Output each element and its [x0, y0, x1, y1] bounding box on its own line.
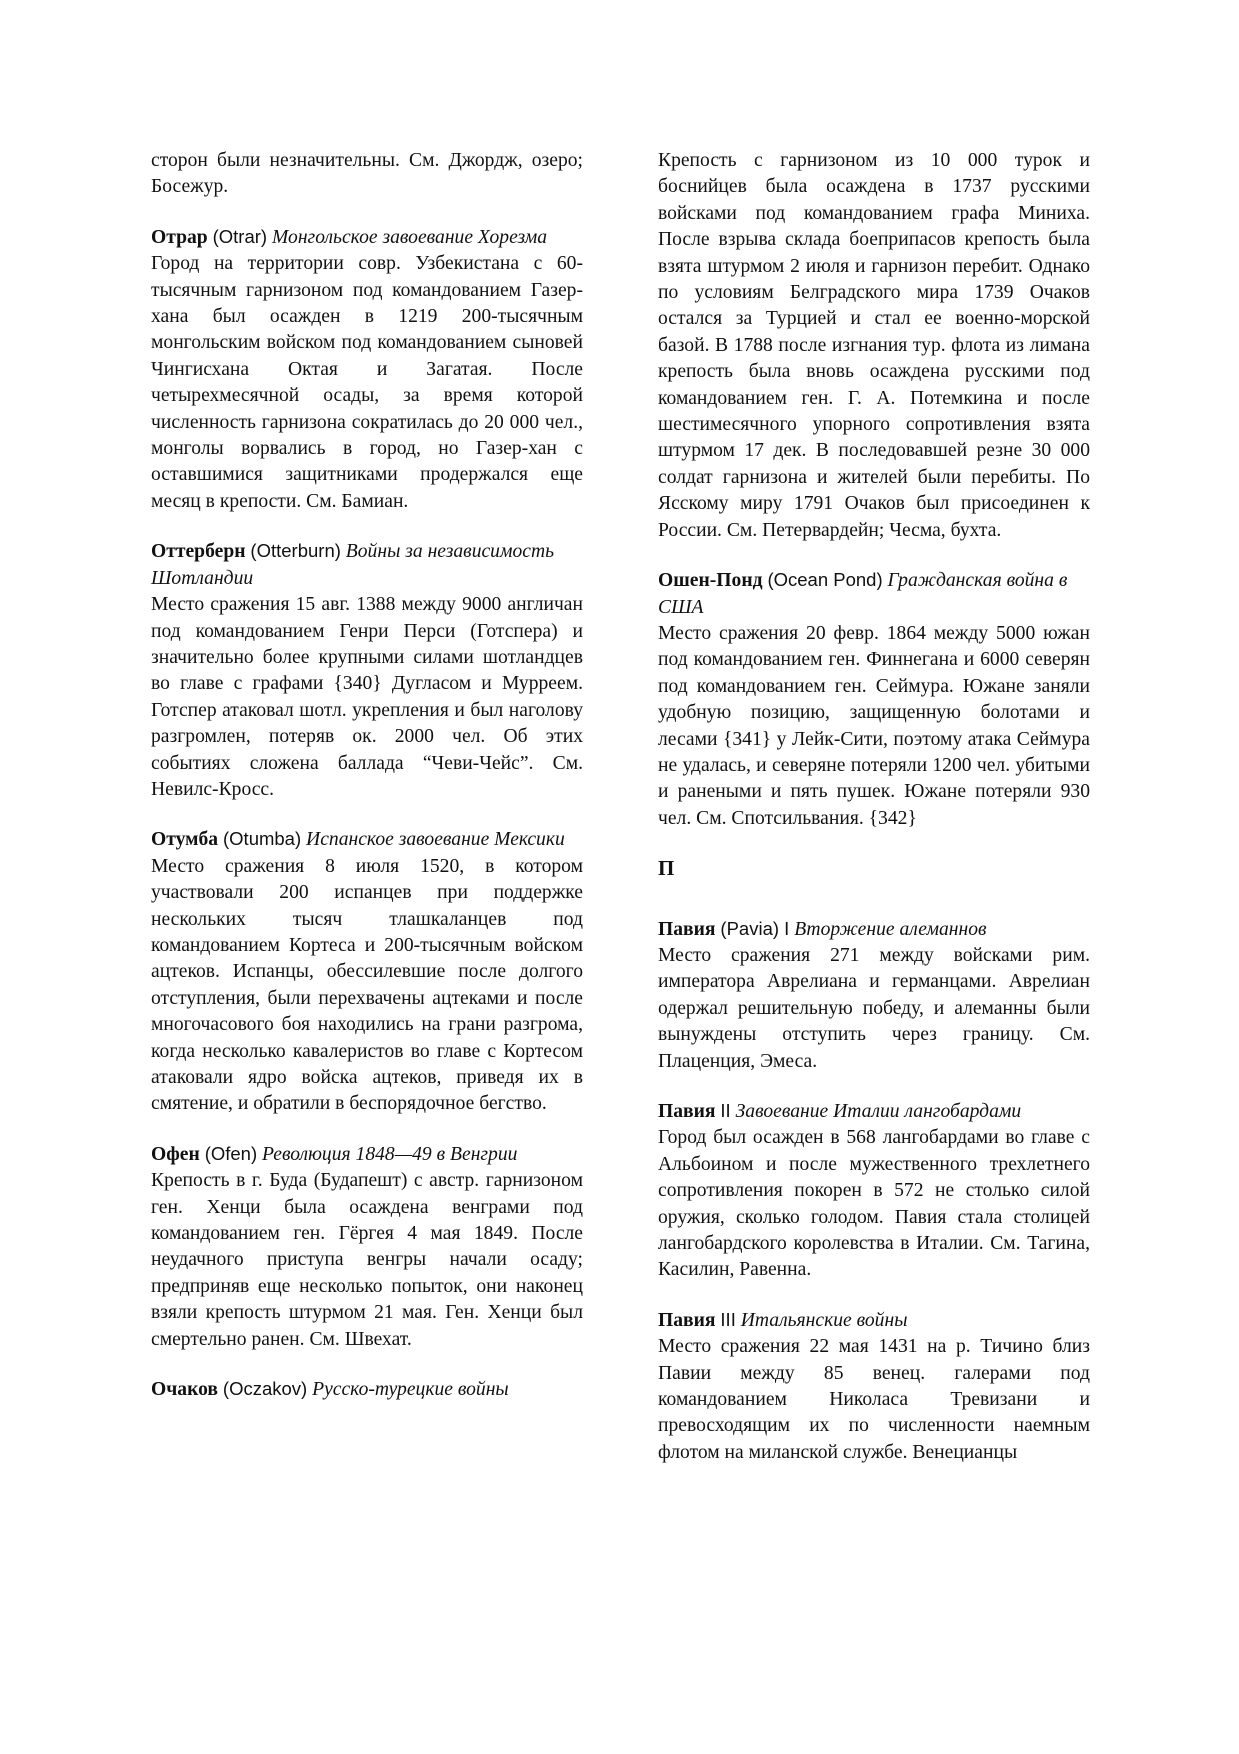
entry-topic: Революция 1848—49 в Венгрии — [262, 1143, 518, 1165]
entry-latin-name: III — [720, 1308, 736, 1330]
entry-pavia-2 — [658, 1098, 1090, 1284]
entry-ochakov — [151, 1376, 583, 1403]
entry-otrar — [151, 224, 583, 515]
entry-topic: Итальянские войны — [740, 1309, 908, 1331]
entry-latin-name: (Otterburn) — [250, 540, 341, 562]
entry-term: Ошен-Понд — [658, 570, 763, 592]
entry-topic: Испанское завоевание Мексики — [306, 829, 565, 851]
entry-pavia-3 — [658, 1307, 1090, 1466]
entry-body: Город на территории совр. Узбекистана с 60-тысячным гарнизоном под командованием Газер-хана был осажден в 1219 200-тысячным монгольским войском под командованием сыновей Чингисхана Октая и Загатая. После четырехмесячной осады, за время которой численность гарнизона сократилась до 20 000 чел., монголы ворвались в город, но Газер-хан с оставшимися защитниками продержался еще месяц в крепости. См. Бамиан. — [151, 253, 583, 512]
entry-body: Крепость в г. Буда (Будапешт) с австр. гарнизоном ген. Хенци была осаждена венграми под командованием ген. Гёргея 4 мая 1849. После неудачного приступа венгры начали осаду; предприняв еще несколько попыток, они наконец взяли крепость штурмом 21 мая. Ген. Хенци был смертельно ранен. См. Швехат. — [151, 1170, 583, 1350]
entry-heading — [658, 1307, 1090, 1334]
continuation-text: Крепость с гарнизоном из 10 000 турок и боснийцев была осаждена в 1737 русскими войсками под командованием графа Миниха. После взрыва склада боеприпасов крепость была взята штурмом 2 июля и гарнизон перебит. Однако по условиям Белградского мира 1739 Очаков остался за Турцией и стал ее военно-морской базой. В 1788 после изгнания тур. флота из лимана крепость была вновь осаждена русскими под командованием ген. Г. А. Потемкина и после шестимесячного упорного сопротивления взята штурмом 17 дек. В последовавшей резне 30 000 солдат гарнизона и жителей были перебиты. По Ясскому миру 1791 Очаков был присоединен к России. См. Петервардейн; Чесма, бухта. — [658, 150, 1090, 541]
entry-topic: Монгольское завоевание Хорезма — [271, 226, 547, 248]
left-column — [151, 148, 583, 1426]
entry-term: Оттерберн — [151, 541, 246, 563]
entry-heading — [151, 826, 583, 853]
entry-term: Отрар — [151, 226, 208, 248]
entry-body: Место сражения 8 июля 1520, в котором участвовали 200 испанцев при поддержке нескольких тысяч тлашкаланцев под командованием Кортеса и 200-тысячным войском ацтеков. Испанцы, обессилевшие после долгого отступления, были перехвачены ацтеками и после многочасового боя находились на грани разгрома, когда несколько кавалеристов во главе с Кортесом атаковали ядро войска ацтеков, приведя их в смятение, и обратили в беспорядочное бегство. — [151, 855, 583, 1115]
entry-body: Место сражения 22 мая 1431 на р. Тичино близ Павии между 85 венец. галерами под командованием Николаса Тревизани и превосходящим их по численности наемным флотом на миланской службе. Венецианцы — [658, 1336, 1090, 1463]
entry-body: Место сражения 15 авг. 1388 между 9000 англичан под командованием Генри Перси (Готспера) и значительно более крупными силами шотландцев во главе с графами {340} Дугласом и Мурреем. Готспер атаковал шотл. укрепления и был наголову разгромлен, потеряв ок. 2000 чел. Об этих событиях сложена баллада “Чеви-Чейс”. См. Невилс-Кросс. — [151, 594, 583, 800]
entry-heading — [151, 538, 583, 592]
entry-term: Очаков — [151, 1379, 219, 1401]
entry-term: Офен — [151, 1143, 200, 1165]
continuation-text: сторон были незначительны. См. Джордж, озеро; Босежур. — [151, 150, 583, 198]
entry-ocean-pond — [658, 567, 1090, 832]
entry-latin-name: (Oczakov) — [222, 1378, 308, 1400]
entry-body: Место сражения 20 февр. 1864 между 5000 южан под командованием ген. Финнегана и 6000 северян под командованием ген. Сеймура. Южане заняли удобную позицию, защищенную болотами и лесами {341} у Лейк-Сити, поэтому атака Сеймура не удалась, и северяне потеряли 1200 чел. убитыми и ранеными и пять пушек. Южане потеряли 930 чел. См. Спотсильвания. {342} — [658, 622, 1090, 829]
entry-body: Место сражения 271 между войсками рим. императора Аврелиана и германцами. Аврелиан одержал решительную победу, и алеманны были вынуждены отступить через границу. См. Плаценция, Эмеса. — [658, 944, 1090, 1072]
entry-heading — [658, 1098, 1090, 1125]
right-column — [658, 148, 1090, 1489]
entry-body: Город был осажден в 568 лангобардами во главе с Альбоином и после мужественного трехлетнего сопротивления покорен в 572 не столько силой оружия, сколько голодом. Павия стала столицей лангобардского королевства в Италии. См. Тагина, Касилин, Равенна. — [658, 1127, 1090, 1281]
entry-heading — [151, 1376, 583, 1403]
entry-term: Павия — [658, 1101, 716, 1122]
entry-latin-name: (Otumba) — [223, 828, 302, 850]
entry-heading — [151, 1141, 583, 1168]
entry-heading — [151, 224, 583, 251]
entry-topic: Русско-турецкие войны — [312, 1379, 509, 1401]
entry-term: Павия — [658, 918, 716, 940]
entry-latin-name: (Ocean Pond) — [767, 569, 883, 591]
entry-heading — [658, 567, 1090, 621]
entry-otumba — [151, 826, 583, 1117]
entry-latin-name: II — [720, 1100, 731, 1121]
entry-otterburn — [151, 538, 583, 803]
entry-ofen — [151, 1141, 583, 1353]
entry-topic: Вторжение алеманнов — [794, 918, 987, 940]
entry-topic: Гражданская война в США — [658, 570, 1068, 618]
entry-term: Павия — [658, 1309, 716, 1331]
entry-latin-name: (Ofen) — [204, 1142, 258, 1164]
section-letter-heading: П — [658, 856, 675, 881]
entry-heading — [658, 916, 1090, 943]
entry-pavia-1 — [658, 916, 1090, 1075]
entry-topic: Завоевание Италии лангобардами — [735, 1101, 1022, 1122]
entry-topic: Войны за независимость Шотландии — [151, 541, 555, 589]
entry-latin-name: (Otrar) — [212, 225, 268, 247]
entry-term: Отумба — [151, 829, 219, 851]
entry-latin-name: (Pavia) I — [720, 917, 790, 939]
